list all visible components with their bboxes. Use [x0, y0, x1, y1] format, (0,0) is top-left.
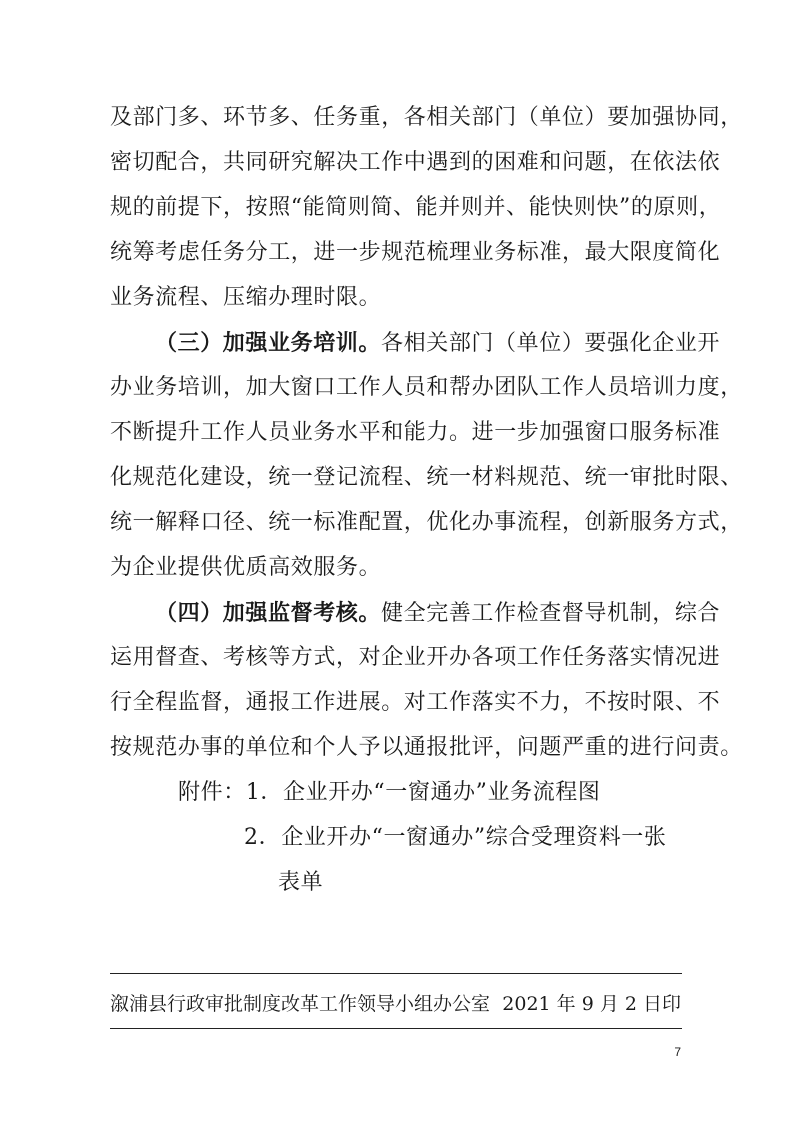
- attachment-item-2-continuation: 表单: [278, 870, 324, 895]
- text-line: 统筹考虑任务分工，进一步规范梳理业务标准，最大限度简化: [110, 240, 721, 265]
- text-line: [155, 328, 720, 359]
- footer-top-rule: [110, 973, 682, 974]
- attachment-title: 1．企业开办“一窗通办”业务流程图: [245, 780, 601, 805]
- issuer-name: 溆浦县行政审批制度改革工作领导小组办公室: [110, 993, 491, 1015]
- text-fragment: 各相关部门（单位）要强化企业开: [381, 331, 721, 356]
- attachments-label: 附件：: [178, 780, 246, 805]
- text-line: 统一解释口径、统一标准配置，优化办事流程，创新服务方式，: [110, 510, 743, 535]
- text-line: [155, 598, 720, 629]
- page-number: 7: [674, 1045, 681, 1059]
- text-line: 按规范办事的单位和个人予以通报批评，问题严重的进行问责。: [110, 735, 743, 760]
- text-line: 不断提升工作人员业务水平和能力。进一步加强窗口服务标准: [110, 420, 721, 445]
- section-heading-training: （三）加强业务培训。: [155, 330, 382, 356]
- footer-bottom-rule: [110, 1028, 682, 1029]
- attachment-item-1: [178, 778, 601, 808]
- text-line: 运用督查、考核等方式，对企业开办各项工作任务落实情况进: [110, 645, 721, 670]
- text-line: 规的前提下，按照“能简则简、能并则并、能快则快”的原则，: [110, 195, 722, 220]
- text-fragment: 健全完善工作检查督导机制，综合: [381, 601, 721, 626]
- attachment-item-2: 2．企业开办“一窗通办”综合受理资料一张: [244, 825, 667, 850]
- text-line: 及部门多、环节多、任务重，各相关部门（单位）要加强协同，: [110, 105, 743, 130]
- text-line: 行全程监督，通报工作进展。对工作落实不力，不按时限、不: [110, 690, 721, 715]
- text-line: 为企业提供优质高效服务。: [110, 555, 382, 580]
- text-line: 化规范化建设，统一登记流程、统一材料规范、统一审批时限、: [110, 465, 743, 490]
- text-line: 密切配合，共同研究解决工作中遇到的困难和问题，在依法依: [110, 150, 721, 175]
- print-date: 2021 年 9 月 2 日印: [502, 993, 681, 1015]
- text-line: 办业务培训，加大窗口工作人员和帮办团队工作人员培训力度，: [110, 375, 743, 400]
- section-heading-supervision: （四）加强监督考核。: [155, 600, 382, 626]
- text-line: 业务流程、压缩办理时限。: [110, 285, 382, 310]
